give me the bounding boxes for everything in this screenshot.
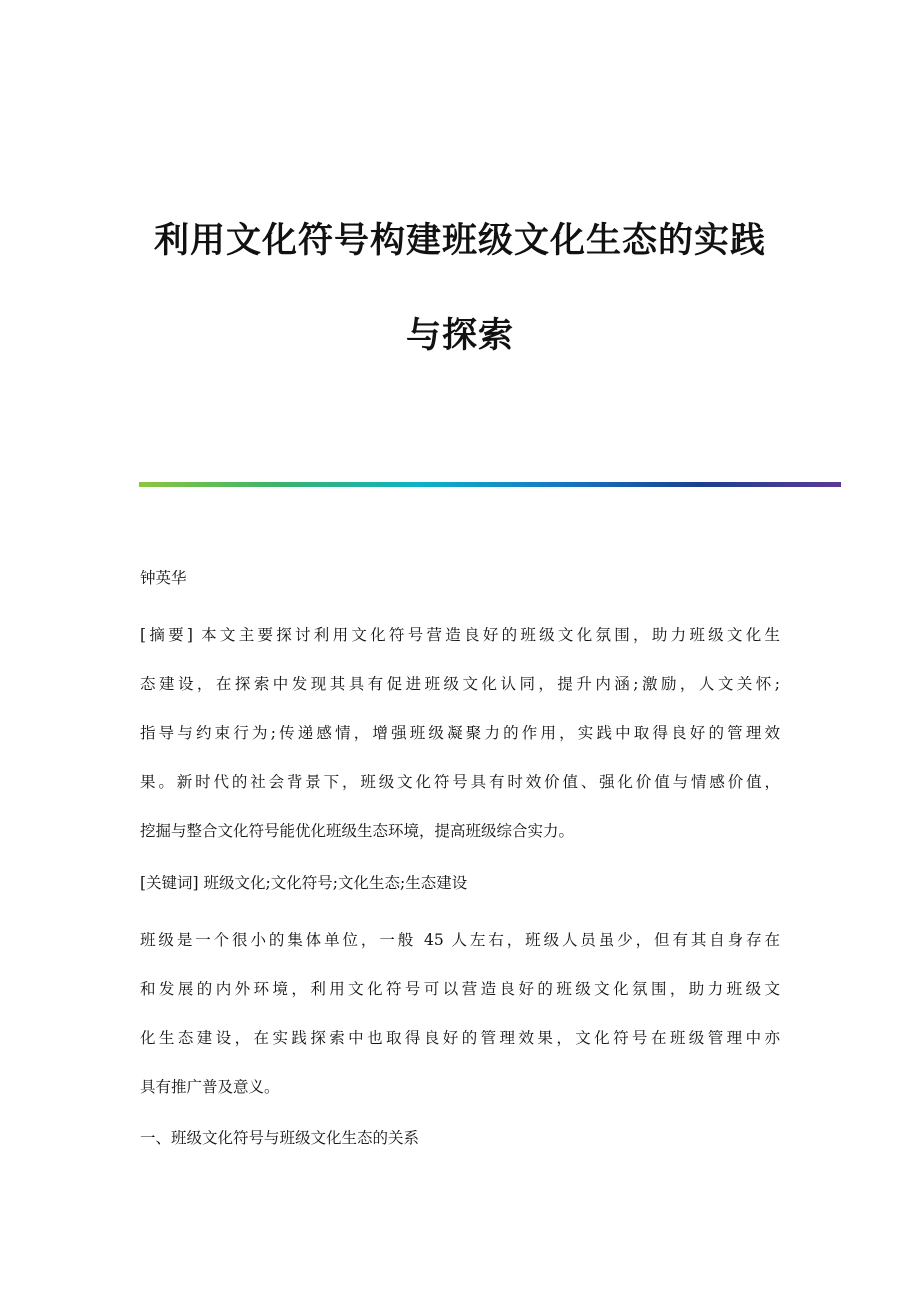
author — [140, 554, 780, 603]
abstract-line: [摘要] 本文主要探讨利用文化符号营造良好的班级文化氛围，助力班级文化生 — [140, 626, 780, 644]
section-heading-text: 一、班级文化符号与班级文化生态的关系 — [140, 1129, 420, 1147]
abstract-line: 指导与约束行为;传递感情，增强班级凝聚力的作用，实践中取得良好的管理效 — [140, 724, 780, 742]
title-divider — [139, 482, 841, 487]
paragraph-line: 具有推广普及意义。 — [140, 1078, 280, 1096]
paragraph-line: 班级是一个很小的集体单位，一般 45 人左右，班级人员虽少，但有其自身存在 — [140, 931, 780, 949]
document-title-line-1: 利用文化符号构建班级文化生态的实践 — [153, 220, 766, 261]
keywords — [140, 859, 780, 908]
section-heading — [140, 1114, 780, 1163]
document-title-line-2: 与探索 — [405, 315, 514, 356]
abstract — [140, 611, 780, 856]
abstract-line: 果。新时代的社会背景下，班级文化符号具有时效价值、强化价值与情感价值， — [140, 773, 780, 791]
abstract-line: 挖掘与整合文化符号能优化班级生态环境，提高班级综合实力。 — [140, 822, 575, 840]
intro-paragraph — [140, 916, 780, 1112]
paragraph-line: 化生态建设，在实践探索中也取得良好的管理效果，文化符号在班级管理中亦 — [140, 1029, 780, 1047]
paragraph-line: 和发展的内外环境，利用文化符号可以营造良好的班级文化氛围，助力班级文 — [140, 980, 780, 998]
abstract-line: 态建设，在探索中发现其具有促进班级文化认同，提升内涵;激励，人文关怀; — [140, 675, 780, 693]
author-name: 钟英华 — [140, 569, 187, 587]
keywords-line: [关键词] 班级文化;文化符号;文化生态;生态建设 — [140, 874, 468, 892]
